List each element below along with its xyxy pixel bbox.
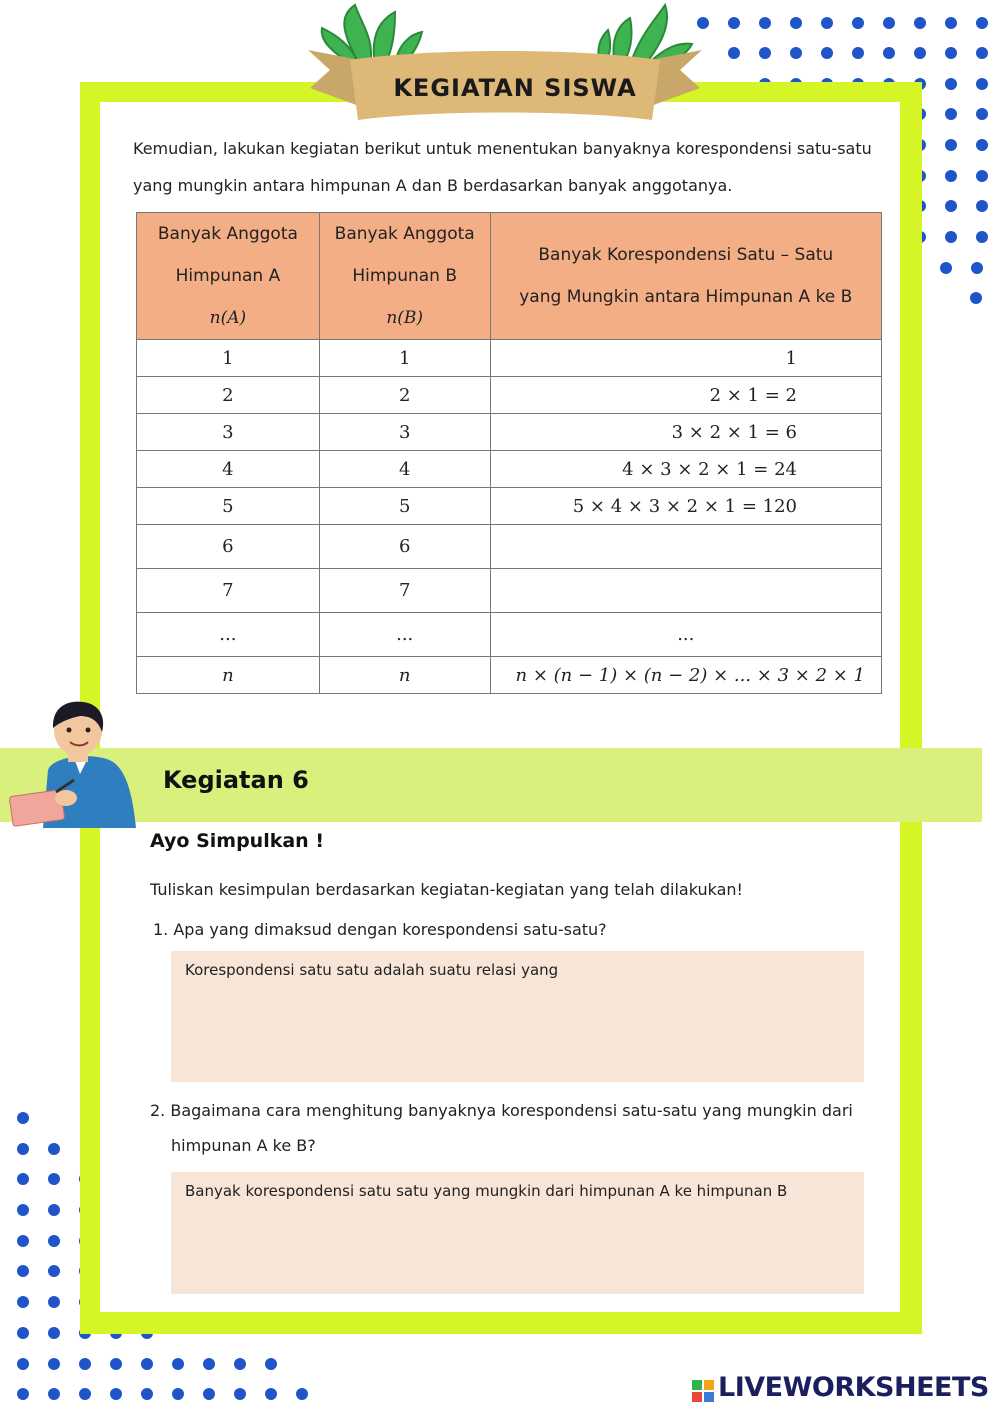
decorative-dot	[17, 1358, 29, 1370]
table-row: 6 6	[137, 525, 882, 569]
table-row: 5 5 5 × 4 × 3 × 2 × 1 = 120	[137, 488, 882, 525]
intro-text	[133, 130, 893, 204]
intro-line: yang mungkin antara himpunan A dan B berdasarkan banyak anggotanya.	[133, 176, 733, 195]
decorative-dot	[48, 1327, 60, 1339]
decorative-dot	[883, 47, 895, 59]
decorative-dot	[945, 231, 957, 243]
decorative-dot	[976, 139, 988, 151]
decorative-dot	[17, 1143, 29, 1155]
table-row: 3 3 3 × 2 × 1 = 6	[137, 414, 882, 451]
decorative-dot	[728, 47, 740, 59]
answer-cell-7[interactable]	[490, 569, 881, 613]
decorative-dot	[110, 1358, 122, 1370]
decorative-dot	[110, 1388, 122, 1400]
correspondence-table	[136, 212, 882, 694]
decorative-dot	[17, 1388, 29, 1400]
instruction-text: Tuliskan kesimpulan berdasarkan kegiatan-kegiatan yang telah dilakukan!	[150, 880, 743, 899]
header-cell-nA: Banyak Anggota Himpunan A n(A)	[137, 213, 320, 340]
decorative-dot	[759, 17, 771, 29]
decorative-dot	[141, 1358, 153, 1370]
question-2: 2. Bagaimana cara menghitung banyaknya korespondensi satu-satu yang mungkin dari	[150, 1101, 853, 1120]
decorative-dot	[48, 1388, 60, 1400]
decorative-dot	[821, 17, 833, 29]
decorative-dot	[48, 1265, 60, 1277]
table-row: 7 7	[137, 569, 882, 613]
banner-ribbon	[300, 0, 710, 130]
question-1: 1. Apa yang dimaksud dengan korespondensi satu-satu?	[153, 920, 607, 939]
decorative-dot	[945, 78, 957, 90]
decorative-dot	[790, 47, 802, 59]
question-2-continued: himpunan A ke B?	[171, 1136, 316, 1155]
decorative-dot	[759, 47, 771, 59]
decorative-dot	[852, 47, 864, 59]
header-cell-correspondence: Banyak Korespondensi Satu – Satu yang Mungkin antara Himpunan A ke B	[490, 213, 881, 340]
decorative-dot	[976, 231, 988, 243]
table-header-row	[137, 213, 882, 340]
decorative-dot	[821, 47, 833, 59]
decorative-dot	[172, 1358, 184, 1370]
decorative-dot	[971, 262, 983, 274]
decorative-dot	[234, 1388, 246, 1400]
decorative-dot	[945, 47, 957, 59]
decorative-dot	[141, 1388, 153, 1400]
decorative-dot	[940, 262, 952, 274]
decorative-dot	[945, 200, 957, 212]
decorative-dot	[17, 1235, 29, 1247]
decorative-dot	[203, 1388, 215, 1400]
decorative-dot	[976, 47, 988, 59]
answer-box-1[interactable]: Korespondensi satu satu adalah suatu relasi yang	[171, 951, 864, 1082]
table-row: 1 1 1	[137, 340, 882, 377]
section-band	[0, 748, 982, 822]
decorative-dot	[79, 1388, 91, 1400]
decorative-dot	[17, 1265, 29, 1277]
student-writing-icon	[8, 700, 143, 828]
decorative-dot	[945, 170, 957, 182]
decorative-dot	[970, 292, 982, 304]
decorative-dot	[48, 1235, 60, 1247]
decorative-dot	[17, 1327, 29, 1339]
decorative-dot	[945, 139, 957, 151]
decorative-dot	[265, 1388, 277, 1400]
decorative-dot	[48, 1143, 60, 1155]
decorative-dot	[48, 1204, 60, 1216]
table-row: 4 4 4 × 3 × 2 × 1 = 24	[137, 451, 882, 488]
answer-box-2[interactable]: Banyak korespondensi satu satu yang mungkin dari himpunan A ke himpunan B	[171, 1172, 864, 1294]
table-row: ... ... ...	[137, 613, 882, 657]
decorative-dot	[976, 78, 988, 90]
decorative-dot	[48, 1358, 60, 1370]
section-title: Kegiatan 6	[163, 766, 309, 794]
decorative-dot	[976, 17, 988, 29]
banner-title: KEGIATAN SISWA	[393, 74, 637, 102]
decorative-dot	[234, 1358, 246, 1370]
decorative-dot	[48, 1296, 60, 1308]
liveworksheets-logo-text: LIVEWORKSHEETS	[718, 1372, 989, 1403]
decorative-dot	[914, 47, 926, 59]
decorative-dot	[17, 1296, 29, 1308]
decorative-dot	[296, 1388, 308, 1400]
intro-line: Kemudian, lakukan kegiatan berikut untuk menentukan banyaknya korespondensi satu-satu	[133, 139, 872, 158]
decorative-dot	[914, 17, 926, 29]
decorative-dot	[852, 17, 864, 29]
table-row: 2 2 2 × 1 = 2	[137, 377, 882, 414]
answer-cell-6[interactable]	[490, 525, 881, 569]
decorative-dot	[945, 108, 957, 120]
decorative-dot	[976, 200, 988, 212]
decorative-dot	[945, 17, 957, 29]
decorative-dot	[265, 1358, 277, 1370]
decorative-dot	[17, 1204, 29, 1216]
section-subtitle: Ayo Simpulkan !	[150, 830, 324, 852]
decorative-dot	[203, 1358, 215, 1370]
decorative-dot	[976, 170, 988, 182]
decorative-dot	[17, 1173, 29, 1185]
decorative-dot	[172, 1388, 184, 1400]
decorative-dot	[790, 17, 802, 29]
decorative-dot	[48, 1173, 60, 1185]
decorative-dot	[17, 1112, 29, 1124]
decorative-dot	[728, 17, 740, 29]
decorative-dot	[883, 17, 895, 29]
decorative-dot	[79, 1358, 91, 1370]
table-row: n n n × (n − 1) × (n − 2) × ... × 3 × 2 × 1	[137, 657, 882, 694]
decorative-dot	[976, 108, 988, 120]
header-cell-nB: Banyak Anggota Himpunan B n(B)	[319, 213, 490, 340]
